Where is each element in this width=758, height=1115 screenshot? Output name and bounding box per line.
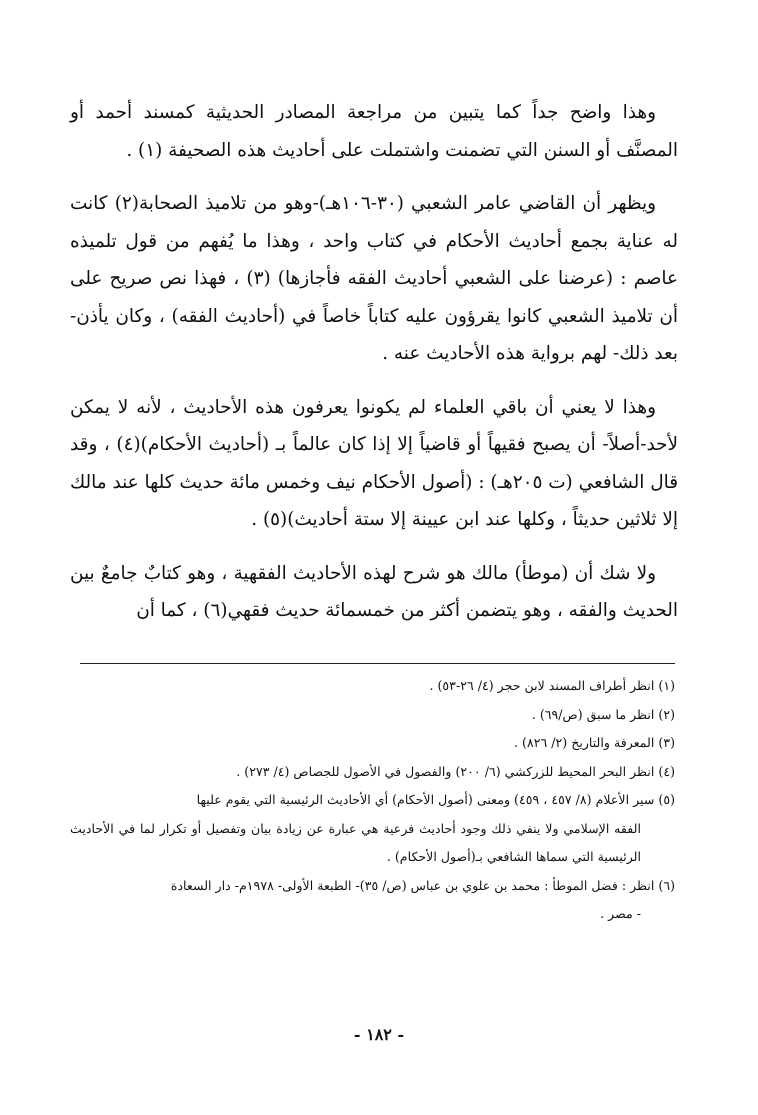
footnotes-section — [70, 672, 675, 929]
footnote: (٣) المعرفة والتاريخ (٢/ ٨٢٦) . — [514, 735, 675, 750]
paragraph: وهذا لا يعني أن باقي العلماء لم يكونوا يعرفون هذه الأحاديث ، لأنه لا يمكن لأحد-أصلاً- أن يصبح فقيهاً أو قاضياً إلا إذا كان عالماً بـ (أحاديث الأحكام)(٤) ، وقد قال الشافعي (ت ٢٠٥هـ) : (أصول الأحكام نيف وخمس مائة حديث كلها عند مالك إلا ثلاثين حديثاً ، وكلها عند ابن عيينة إلا ستة أحاديث)(٥) . — [70, 396, 678, 530]
paragraph: ويظهر أن القاضي عامر الشعبي (٣٠-١٠٦هـ)-وهو من تلاميذ الصحابة(٢) كانت له عناية بجمع أحاديث الأحكام في كتاب واحد ، وهذا ما يُفهم من قول تلميذه عاصم : (عرضنا على الشعبي أحاديث الفقه فأجازها) (٣) ، فهذا نص صريح على أن تلاميذ الشعبي كانوا يقرؤون عليه كتاباً خاصاً في (أحاديث الفقه) ، وكان يأذن- بعد ذلك- لهم برواية هذه الأحاديث عنه . — [70, 193, 678, 364]
footnote: (٥) سير الأعلام (٨/ ٤٥٧ ، ٤٥٩) ومعنى (أصول الأحكام) أي الأحاديث الرئيسية التي يقوم عليها — [196, 792, 675, 807]
footnote-continuation: الفقه الإسلامي ولا ينفي ذلك وجود أحاديث فرعية هي عبارة عن زيادة بيان وتفصيل أو تكرار لما في الأحاديث الرئيسية التي سماها الشافعي بـ(أصول الأحكام) . — [70, 820, 641, 864]
main-text — [70, 94, 678, 646]
page-number: - ١٨٢ - — [353, 1025, 405, 1044]
footnote: (٤) انظر البحر المحيط للزركشي (٦/ ٢٠٠) والفصول في الأصول للجصاص (٤/ ٢٧٣) . — [236, 763, 675, 779]
footnote: (٢) انظر ما سبق (ص/٦٩) . — [531, 706, 675, 722]
footnote: (٦) انظر : فضل الموطأ : محمد بن علوي بن عباس (ص/ ٣٥)- الطبعة الأولى- ١٩٧٨م- دار السعادة — [170, 877, 675, 893]
footnote: (١) انظر أطراف المسند لابن حجر (٤/ ٢٦-٥٣) . — [429, 678, 675, 693]
paragraph: ولا شك أن (موطأ) مالك هو شرح لهذه الأحاديث الفقهية ، وهو كتابٌ جامعٌ بين الحديث والفقه ، وهو يتضمن أكثر من خمسمائة حديث فقهي(٦) ، كما أن — [70, 562, 678, 621]
footnote-divider — [80, 663, 675, 664]
paragraph: وهذا واضح جداً كما يتبين من مراجعة المصادر الحديثية كمسند أحمد أو المصنَّف أو السنن التي تضمنت واشتملت على أحاديث هذه الصحيفة (١) . — [70, 102, 678, 161]
footnote-continuation: - مصر . — [600, 906, 641, 921]
